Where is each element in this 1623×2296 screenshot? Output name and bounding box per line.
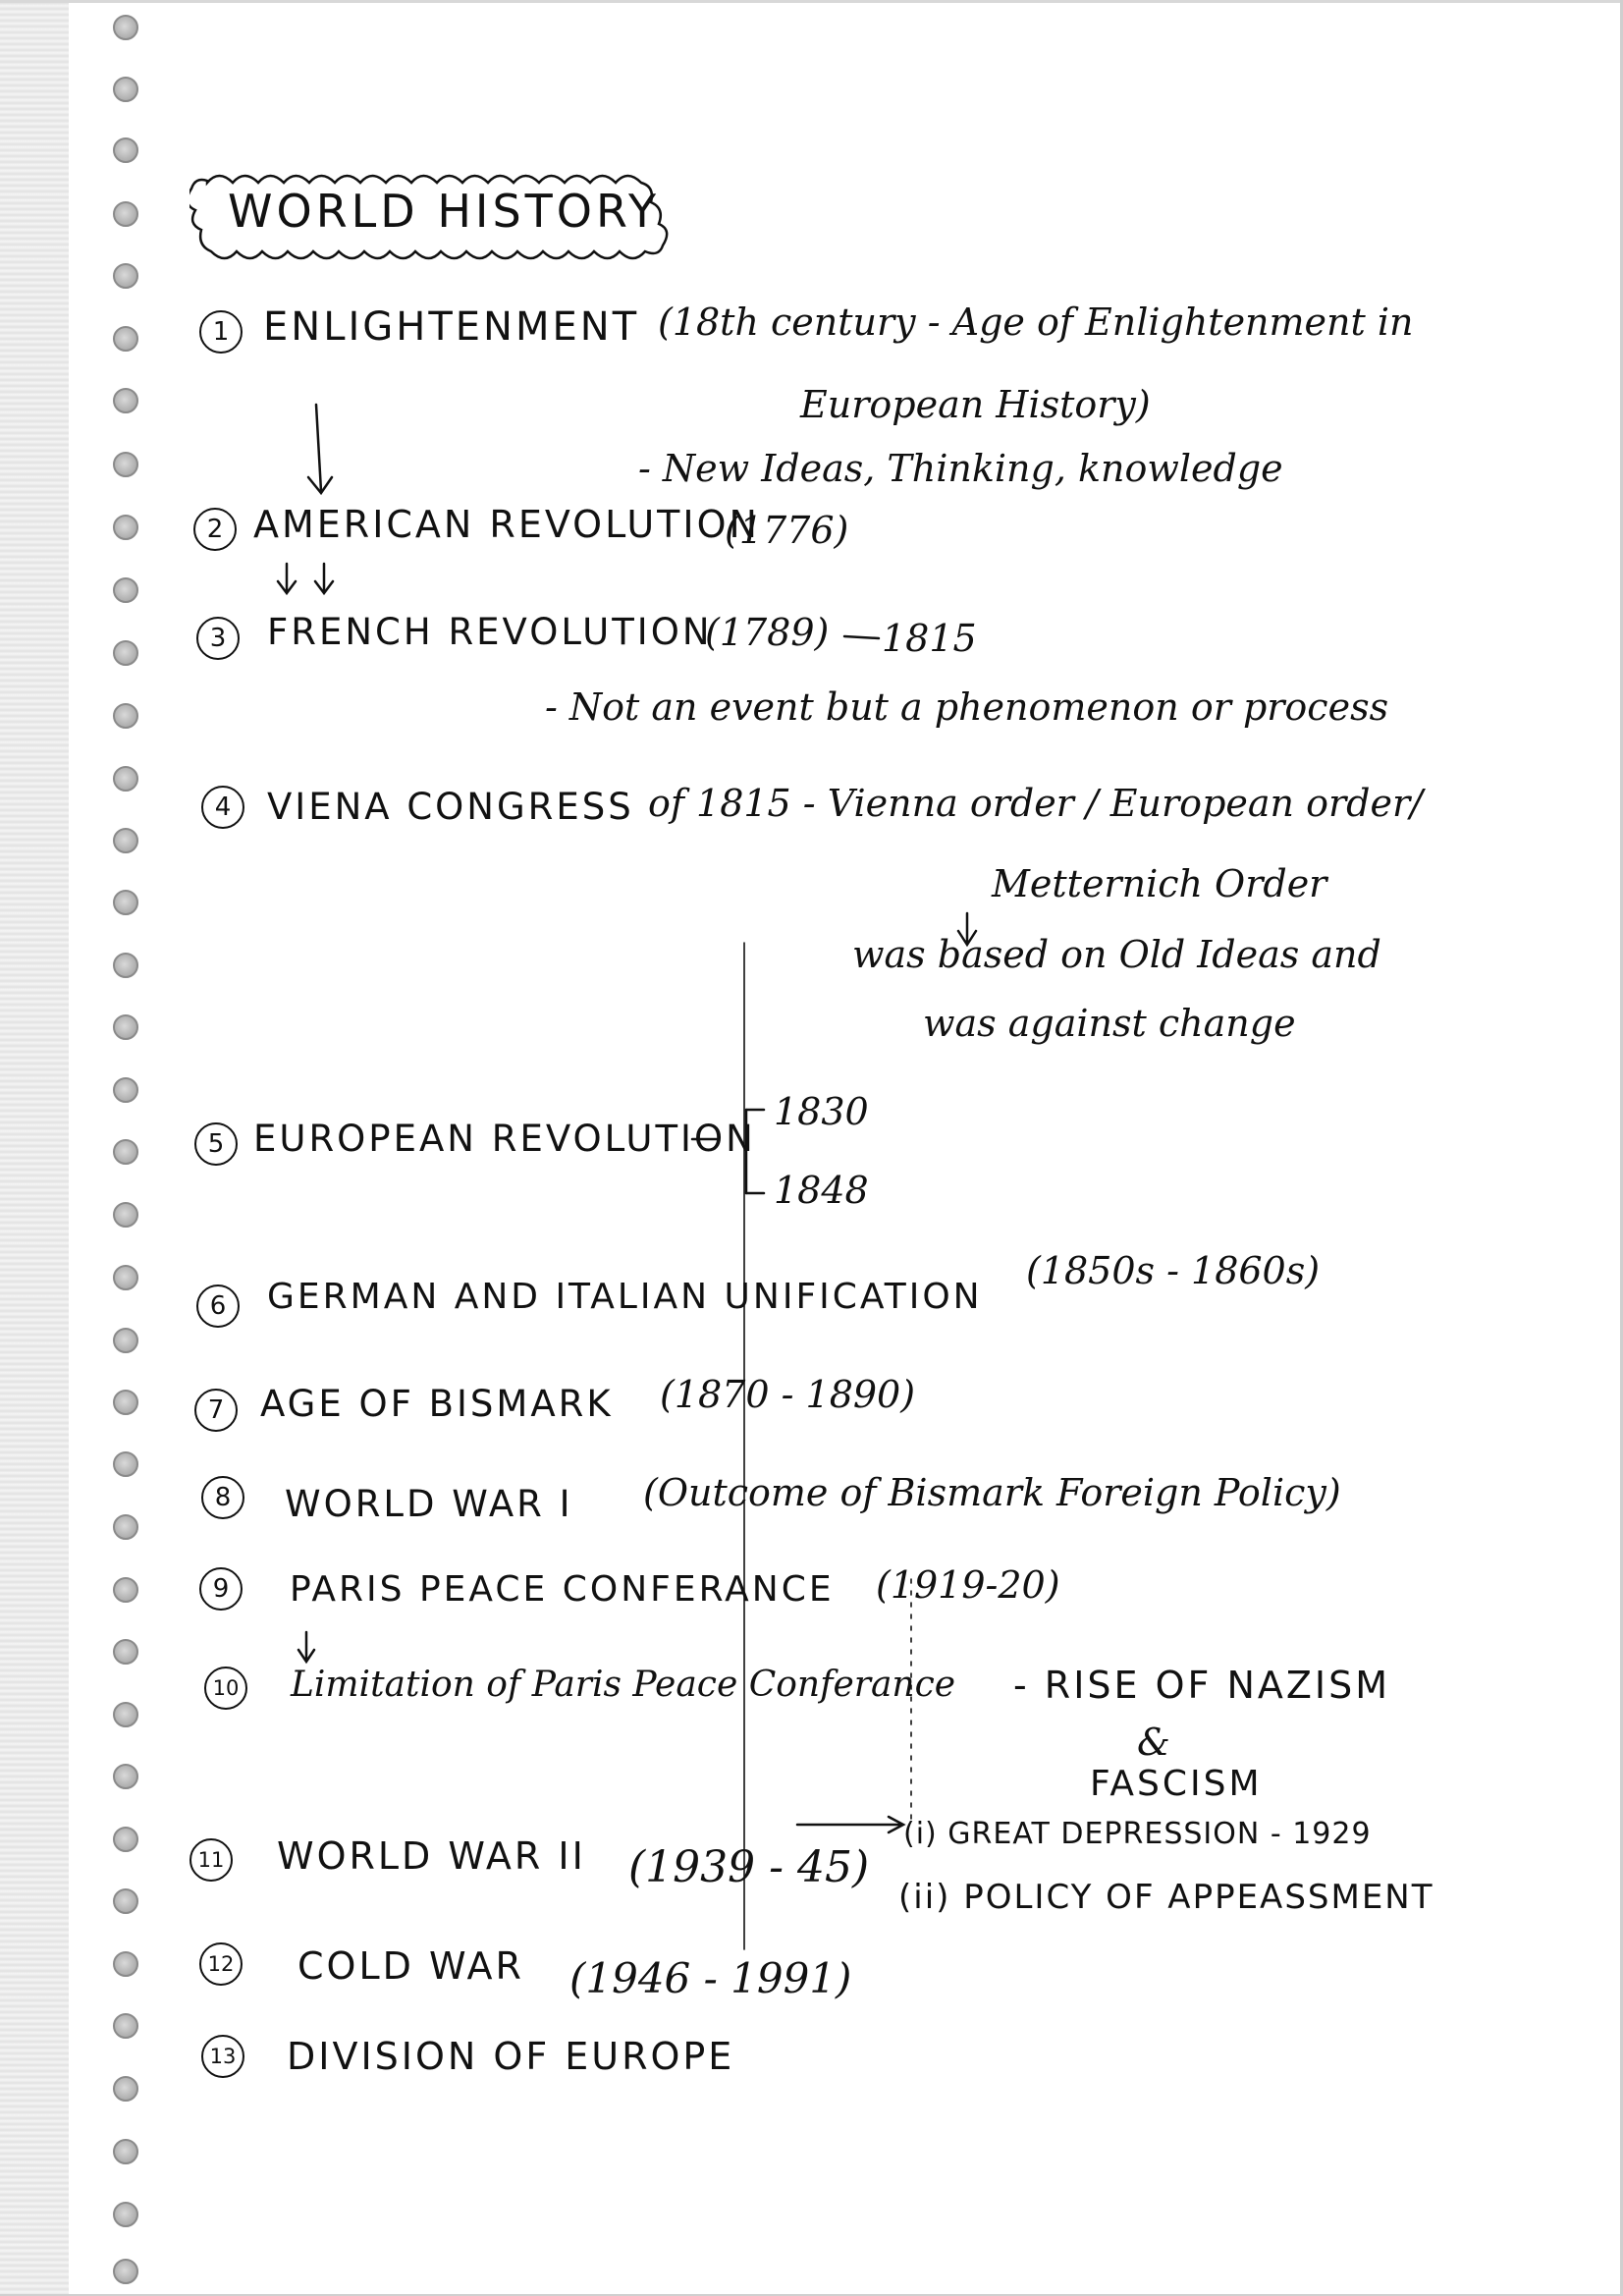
- item-note: was against change: [923, 1002, 1296, 1045]
- spiral-hole: [113, 263, 138, 289]
- spiral-hole: [113, 2139, 138, 2164]
- spiral-hole: [113, 15, 138, 40]
- spiral-hole: [113, 2013, 138, 2039]
- spiral-hole: [113, 1888, 138, 1914]
- item-note: (1919-20): [876, 1563, 1060, 1607]
- dash-line: [844, 636, 879, 638]
- spiral-hole: [113, 890, 138, 915]
- arrow-right: [797, 1817, 903, 1832]
- item-note: 1830: [774, 1090, 869, 1133]
- spiral-hole: [113, 1202, 138, 1228]
- spiral-hole: [113, 1639, 138, 1665]
- spiral-hole: [113, 2259, 138, 2284]
- spiral-hole: [113, 388, 138, 413]
- spiral-hole: [113, 1139, 138, 1165]
- item-number: 11: [189, 1838, 233, 1882]
- item-note: was based on Old Ideas and: [852, 933, 1381, 976]
- spiral-hole: [113, 1265, 138, 1290]
- item-heading: AMERICAN REVOLUTION: [253, 503, 760, 546]
- spiral-hole: [113, 1827, 138, 1852]
- item-note: (1939 - 45): [628, 1842, 870, 1892]
- item-heading: EUROPEAN REVOLUTION: [253, 1118, 756, 1160]
- spiral-hole: [113, 515, 138, 540]
- item-heading: AGE OF BISMARK: [260, 1383, 614, 1425]
- item-note: 1815: [882, 617, 977, 660]
- item-number: 8: [201, 1476, 244, 1519]
- spiral-hole: [113, 1951, 138, 1977]
- item-heading: WORLD WAR II: [277, 1834, 586, 1878]
- item-note: 1848: [774, 1169, 869, 1212]
- item-number: 12: [199, 1942, 243, 1986]
- spiral-hole: [113, 326, 138, 352]
- page-edge-top: [0, 0, 1623, 3]
- item-note: (1776): [725, 509, 849, 552]
- spiral-hole: [113, 766, 138, 792]
- item-heading: VIENA CONGRESS: [267, 786, 634, 828]
- item-note: - RISE OF NAZISM: [1013, 1664, 1391, 1707]
- spiral-hole: [113, 137, 138, 163]
- item-number: 5: [194, 1122, 238, 1166]
- spiral-hole: [113, 1328, 138, 1353]
- item-number: 2: [193, 508, 237, 551]
- item-number: 4: [201, 786, 244, 829]
- item-note: &: [1137, 1721, 1170, 1764]
- spiral-hole: [113, 1014, 138, 1040]
- item-note: of 1815 - Vienna order / European order/: [648, 782, 1423, 825]
- item-heading: Limitation of Paris Peace Conferance: [291, 1665, 956, 1705]
- binding-strip: [0, 0, 69, 2296]
- item-number: 1: [199, 310, 243, 354]
- spiral-hole: [113, 201, 138, 227]
- item-note: FASCISM: [1090, 1764, 1263, 1804]
- item-number: 3: [196, 617, 240, 660]
- spiral-hole: [113, 1451, 138, 1477]
- item-note: (i) GREAT DEPRESSION - 1929: [903, 1817, 1372, 1851]
- page-title: WORLD HISTORY: [228, 185, 661, 238]
- item-number: 6: [196, 1285, 240, 1328]
- item-note: (1850s - 1860s): [1026, 1249, 1321, 1292]
- item-number: 9: [199, 1567, 243, 1611]
- item-heading: COLD WAR: [298, 1944, 524, 1988]
- item-number: 10: [204, 1667, 247, 1710]
- spiral-hole: [113, 2202, 138, 2227]
- item-note: (ii) POLICY OF APPEASSMENT: [898, 1878, 1434, 1917]
- arrow-down: [316, 405, 321, 491]
- arrow-head: [308, 477, 332, 493]
- item-note: (1870 - 1890): [660, 1373, 916, 1416]
- spiral-hole: [113, 1577, 138, 1603]
- spiral-hole: [113, 1390, 138, 1415]
- item-heading: FRENCH REVOLUTION: [267, 611, 713, 653]
- item-heading: PARIS PEACE CONFERANCE: [290, 1569, 835, 1610]
- spiral-hole: [113, 1702, 138, 1727]
- item-note: (1789): [705, 611, 830, 654]
- spiral-hole: [113, 1077, 138, 1103]
- item-note: (1946 - 1991): [569, 1954, 852, 2002]
- spiral-hole: [113, 577, 138, 603]
- spiral-hole: [113, 640, 138, 666]
- item-heading: WORLD WAR I: [285, 1483, 573, 1525]
- spiral-hole: [113, 2076, 138, 2102]
- arrow-down: [298, 1632, 314, 1662]
- item-heading: DIVISION OF EUROPE: [287, 2035, 735, 2078]
- item-heading: GERMAN AND ITALIAN UNIFICATION: [267, 1277, 983, 1317]
- item-number: 13: [201, 2035, 244, 2078]
- arrow-down: [315, 564, 333, 593]
- spiral-hole: [113, 77, 138, 102]
- item-heading: ENLIGHTENMENT: [263, 304, 640, 350]
- item-number: 7: [194, 1389, 238, 1432]
- arrow-down: [278, 564, 296, 593]
- spiral-hole: [113, 828, 138, 853]
- spiral-hole: [113, 1514, 138, 1540]
- item-note: (Outcome of Bismark Foreign Policy): [643, 1471, 1341, 1514]
- spiral-hole: [113, 452, 138, 477]
- spiral-hole: [113, 1764, 138, 1789]
- spiral-hole: [113, 953, 138, 978]
- item-note: - Not an event but a phenomenon or process: [545, 685, 1389, 729]
- item-note: - New Ideas, Thinking, knowledge: [638, 447, 1283, 490]
- item-note: (18th century - Age of Enlightenment in: [658, 301, 1414, 344]
- item-note: European History): [800, 383, 1151, 426]
- item-note: Metternich Order: [992, 862, 1327, 905]
- spiral-hole: [113, 703, 138, 729]
